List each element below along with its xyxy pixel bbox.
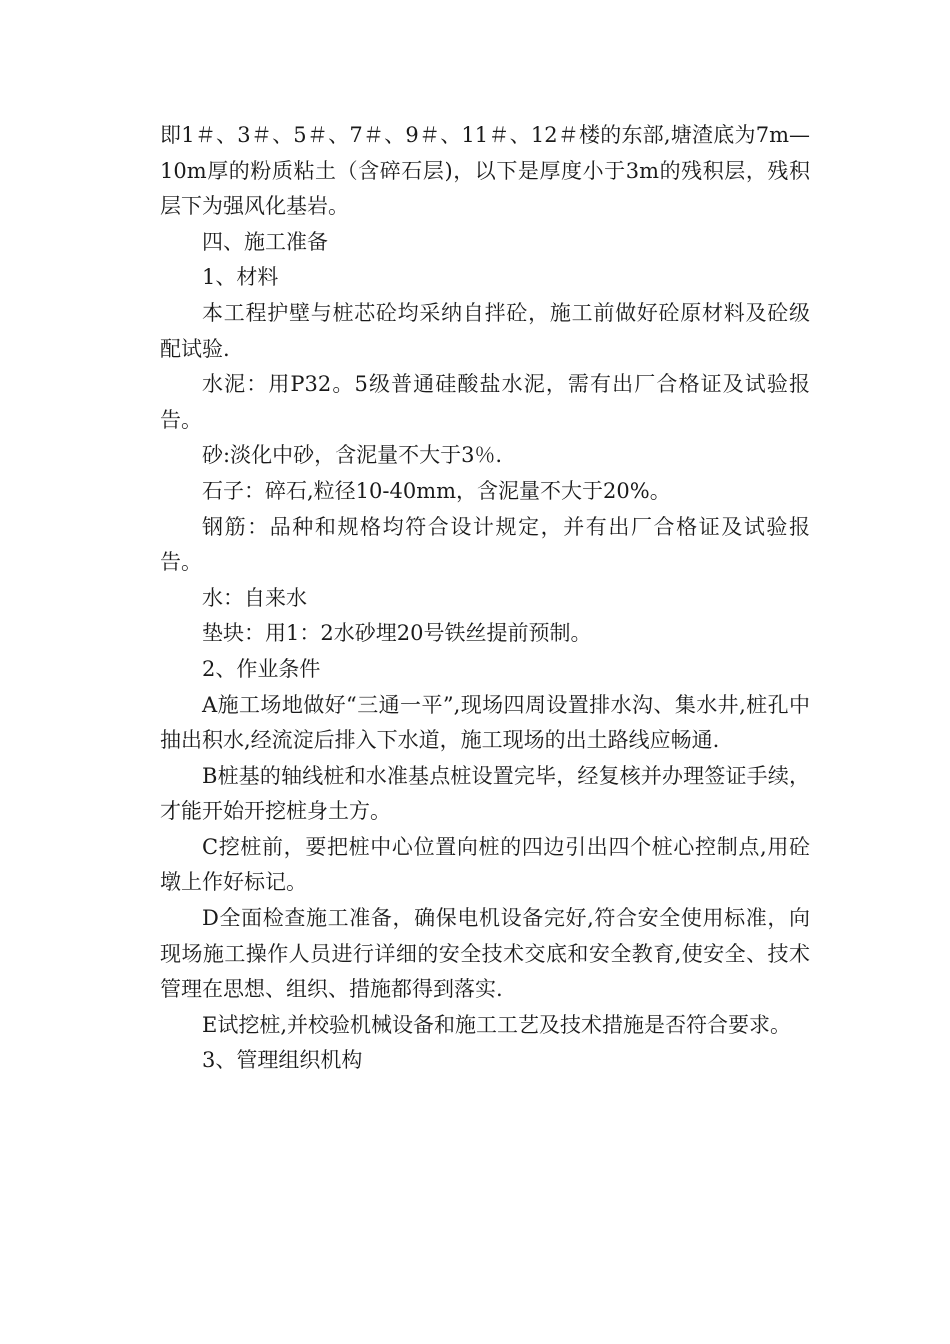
subheading-management-organization: 3、管理组织机构 <box>202 1048 363 1073</box>
paragraph-gravel: 石子：碎石,粒径10-40mm，含泥量不大于20%。 <box>202 478 671 503</box>
heading-construction-preparation: 四、施工准备 <box>202 229 328 254</box>
subheading-work-conditions: 2、作业条件 <box>202 656 321 681</box>
paragraph-condition-a: A施工场地做好“三通一平”,现场四周设置排水沟、集水井,桩孔中抽出积水,经流淀后排入下水道，施工现场的出土路线应畅通. <box>160 692 810 753</box>
paragraph-condition-b: B桩基的轴线桩和水准基点桩设置完毕，经复核并办理签证手续，才能开始开挖桩身土方。 <box>160 763 810 824</box>
paragraph-water: 水：自来水 <box>202 585 307 610</box>
paragraph-concrete: 本工程护壁与桩芯砼均采纳自拌砼，施工前做好砼原材料及砼级配试验. <box>160 300 810 361</box>
document-body <box>160 118 810 1079</box>
paragraph-sand: 砂:淡化中砂，含泥量不大于3％. <box>202 443 503 468</box>
paragraph-cement: 水泥：用P32。5级普通硅酸盐水泥，需有出厂合格证及试验报告。 <box>160 372 810 432</box>
subheading-materials: 1、材料 <box>202 265 279 290</box>
paragraph-condition-c: C挖桩前，要把桩中心位置向桩的四边引出四个桩心控制点,用砼墩上作好标记。 <box>160 834 810 895</box>
paragraph-condition-e: E试挖桩,并校验机械设备和施工工艺及技术措施是否符合要求。 <box>202 1012 792 1037</box>
paragraph-rebar: 钢筋：品种和规格均符合设计规定，并有出厂合格证及试验报告。 <box>160 514 810 575</box>
paragraph-soil-description: 即1＃、3＃、5＃、7＃、9＃、11＃、12＃楼的东部,塘渣底为7m—10m厚的粉质粘土（含碎石层)，以下是厚度小于3m的残积层，残积层下为强风化基岩。 <box>160 123 810 219</box>
paragraph-spacer-blocks: 垫块：用1：2水砂埋20号铁丝提前预制。 <box>202 621 592 646</box>
paragraph-condition-d: D全面检查施工准备，确保电机设备完好,符合安全使用标准，向现场施工操作人员进行详细的安全技术交底和安全教育,使安全、技术管理在思想、组织、措施都得到落实. <box>160 906 810 1002</box>
